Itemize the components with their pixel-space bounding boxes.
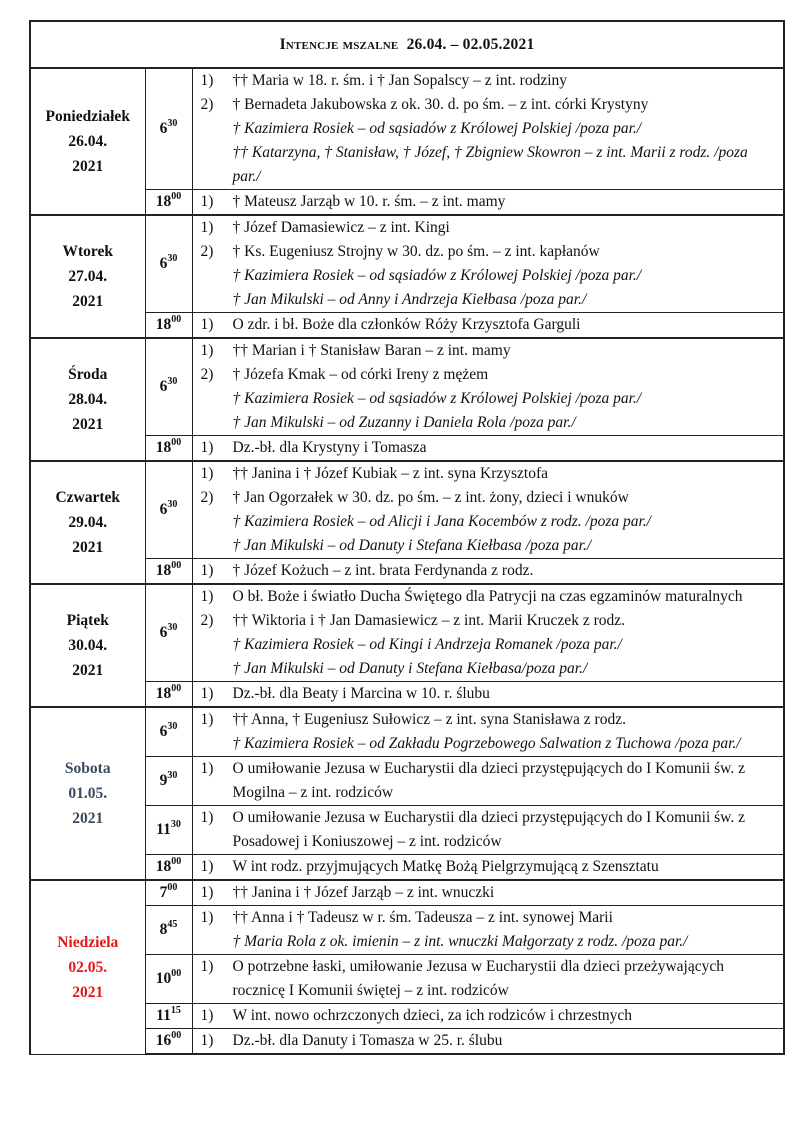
intention-number: 1): [200, 316, 214, 333]
mass-minute: 00: [171, 436, 182, 448]
intention-text: O umiłowanie Jezusa w Eucharystii dla dzieci przystępujących do I Komunii św. z Posadowej i Koniuszowej – z int. rodziców: [232, 809, 745, 850]
intention-number: 1): [200, 465, 214, 482]
intention-line: [201, 682, 780, 706]
mass-hour: 6: [159, 255, 168, 272]
mass-hour: 6: [159, 723, 168, 740]
intentions-cell: [192, 682, 784, 708]
day-name: Wtorek: [62, 243, 113, 260]
day-date: 01.05.: [68, 785, 108, 802]
intention-text: † Jan Mikulski – od Anny i Andrzeja Kiełbasa /poza par./: [232, 291, 587, 308]
intention-line: [201, 69, 780, 93]
mass-time: [145, 338, 192, 436]
mass-minute: 00: [171, 1029, 182, 1041]
day-name: Środa: [68, 366, 108, 383]
mass-time: [145, 757, 192, 806]
intention-number: 1): [200, 760, 214, 777]
day-year: 2021: [72, 983, 104, 1001]
mass-row: [30, 338, 784, 436]
day-cell: [30, 461, 145, 584]
mass-minute: 00: [171, 190, 182, 202]
intention-text: † Kazimiera Rosiek – od sąsiadów z Królowej Polskiej /poza par./: [232, 120, 642, 137]
intention-line: [201, 1029, 780, 1053]
intention-number: 1): [200, 562, 214, 579]
mass-minute: 00: [171, 682, 182, 694]
day-cell: [30, 338, 145, 461]
day-date: 30.04.: [68, 637, 108, 654]
mass-hour: 11: [156, 821, 171, 838]
intention-number: 1): [200, 193, 214, 210]
intention-line: [201, 240, 780, 264]
day-year: 2021: [72, 539, 104, 556]
intention-number: 1): [200, 72, 214, 89]
mass-hour: 16: [155, 1032, 172, 1049]
intentions-cell: [192, 880, 784, 906]
intention-number: 1): [200, 711, 214, 728]
intention-number: 1): [200, 342, 214, 359]
day-cell: [30, 215, 145, 338]
intention-line: [201, 363, 780, 387]
intention-number: 1): [200, 439, 214, 456]
intention-line: [201, 387, 780, 411]
intention-line: [201, 288, 780, 312]
intention-text: † Kazimiera Rosiek – od Kingi i Andrzeja Romanek /poza par./: [232, 636, 622, 653]
intention-text: †† Maria w 18. r. śm. i † Jan Sopalscy – z int. rodziny: [232, 72, 567, 89]
mass-hour: 9: [159, 772, 168, 789]
intention-line: [201, 436, 780, 460]
intention-text: † Jan Mikulski – od Zuzanny i Daniela Rola /poza par./: [232, 414, 576, 431]
intentions-cell: [192, 707, 784, 757]
mass-row: [30, 584, 784, 682]
day-name: Poniedziałek: [45, 108, 130, 125]
mass-row: [30, 215, 784, 313]
mass-time: [145, 584, 192, 682]
mass-minute: 30: [167, 769, 178, 781]
day-date: 26.04.: [68, 133, 108, 150]
day-year: 2021: [72, 810, 104, 827]
title-prefix: Intencje mszalne: [279, 35, 399, 53]
mass-time: [145, 682, 192, 708]
intention-line: [201, 264, 780, 288]
mass-minute: 15: [170, 1004, 181, 1016]
mass-time: [145, 855, 192, 881]
intention-text: † Józefa Kmak – od córki Ireny z mężem: [232, 366, 489, 383]
mass-time: [145, 190, 192, 216]
intention-number: 1): [200, 958, 214, 975]
mass-minute: 30: [167, 117, 178, 129]
mass-time: [145, 1029, 192, 1055]
mass-hour: 18: [155, 562, 172, 579]
intention-text: † Mateusz Jarząb w 10. r. śm. – z int. mamy: [232, 193, 506, 210]
intention-text: †† Katarzyna, † Stanisław, † Józef, † Zbigniew Skowron – z int. Marii z rodz. /poza par./: [232, 144, 748, 185]
intention-text: †† Janina i † Józef Jarząb – z int. wnuczki: [232, 884, 495, 901]
mass-hour: 18: [155, 193, 172, 210]
intentions-cell: [192, 806, 784, 855]
intention-line: [201, 609, 780, 633]
mass-hour: 18: [155, 316, 172, 333]
mass-hour: 6: [159, 501, 168, 518]
day-date: 28.04.: [68, 391, 108, 408]
mass-row: [30, 880, 784, 906]
day-cell: [30, 707, 145, 880]
mass-minute: 00: [171, 967, 182, 979]
intention-number: 1): [200, 909, 214, 926]
mass-minute: 00: [171, 559, 182, 571]
intentions-cell: [192, 757, 784, 806]
intentions-cell: [192, 906, 784, 955]
mass-hour: 7: [159, 884, 168, 901]
mass-minute: 00: [167, 881, 178, 893]
mass-minute: 30: [167, 375, 178, 387]
mass-time: [145, 313, 192, 339]
intention-text: † Jan Mikulski – od Danuty i Stefana Kiełbasa/poza par./: [232, 660, 588, 677]
mass-time: [145, 906, 192, 955]
intention-line: [201, 1004, 780, 1028]
mass-time: [145, 559, 192, 585]
mass-minute: 00: [171, 855, 182, 867]
intention-text: O potrzebne łaski, umiłowanie Jezusa w Eucharystii dla dzieci przeżywających rocznicę I Komunii świętej – z int. rodziców: [232, 958, 724, 999]
mass-time: [145, 707, 192, 757]
intention-line: [201, 190, 780, 214]
mass-time: [145, 880, 192, 906]
mass-row: [30, 68, 784, 190]
mass-minute: 30: [170, 818, 181, 830]
intention-text: † Jan Mikulski – od Danuty i Stefana Kiełbasa /poza par./: [232, 537, 592, 554]
mass-row: [30, 707, 784, 757]
intentions-cell: [192, 313, 784, 339]
intention-text: †† Anna, † Eugeniusz Sułowicz – z int. syna Stanisława z rodz.: [232, 711, 626, 728]
intentions-cell: [192, 955, 784, 1004]
intention-line: [201, 708, 780, 732]
intentions-cell: [192, 1029, 784, 1055]
intention-line: [201, 534, 780, 558]
mass-hour: 6: [159, 624, 168, 641]
intention-number: 2): [200, 96, 214, 113]
intentions-cell: [192, 190, 784, 216]
page-title: [30, 21, 784, 68]
intentions-cell: [192, 1004, 784, 1029]
intention-line: [201, 141, 780, 189]
intention-text: † Bernadeta Jakubowska z ok. 30. d. po śm. – z int. córki Krystyny: [232, 96, 649, 113]
intentions-cell: [192, 68, 784, 190]
mass-hour: 6: [159, 120, 168, 137]
day-cell: [30, 880, 145, 1054]
intentions-cell: [192, 559, 784, 585]
intention-line: [201, 757, 780, 805]
intention-line: [201, 806, 780, 854]
intention-number: 2): [200, 366, 214, 383]
intention-text: Dz.-bł. dla Krystyny i Tomasza: [232, 439, 427, 456]
day-year: 2021: [72, 662, 104, 679]
intention-text: O zdr. i bł. Boże dla członków Róży Krzysztofa Garguli: [232, 316, 581, 333]
intention-line: [201, 411, 780, 435]
intention-text: †† Janina i † Józef Kubiak – z int. syna Krzysztofa: [232, 465, 549, 482]
intention-text: †† Wiktoria i † Jan Damasiewicz – z int. Marii Kruczek z rodz.: [232, 612, 625, 629]
day-year: 2021: [72, 293, 104, 310]
intention-number: 1): [200, 858, 214, 875]
intention-line: [201, 486, 780, 510]
mass-minute: 30: [167, 252, 178, 264]
intention-text: † Ks. Eugeniusz Strojny w 30. dz. po śm. – z int. kapłanów: [232, 243, 600, 260]
day-cell: [30, 584, 145, 707]
mass-row: [30, 461, 784, 559]
intention-text: †† Anna i † Tadeusz w r. śm. Tadeusza – z int. synowej Marii: [232, 909, 613, 926]
mass-hour: 18: [155, 439, 172, 456]
day-name: Niedziela: [57, 933, 119, 951]
mass-time: [145, 215, 192, 313]
day-date: 27.04.: [68, 268, 108, 285]
intention-line: [201, 633, 780, 657]
mass-hour: 11: [156, 1007, 171, 1024]
intention-text: † Kazimiera Rosiek – od Alicji i Jana Kocembów z rodz. /poza par./: [232, 513, 651, 530]
intention-number: 1): [200, 1032, 214, 1049]
intention-text: † Kazimiera Rosiek – od sąsiadów z Królowej Polskiej /poza par./: [232, 390, 642, 407]
intention-text: † Kazimiera Rosiek – od sąsiadów z Królowej Polskiej /poza par./: [232, 267, 642, 284]
intention-line: [201, 339, 780, 363]
mass-minute: 30: [167, 498, 178, 510]
intention-number: 1): [200, 1007, 214, 1024]
day-name: Czwartek: [55, 489, 121, 506]
intention-number: 2): [200, 612, 214, 629]
mass-time: [145, 436, 192, 462]
intention-text: † Maria Rola z ok. imienin – z int. wnuczki Małgorzaty z rodz. /poza par./: [232, 933, 688, 950]
intention-text: O bł. Boże i światło Ducha Świętego dla Patrycji na czas egzaminów maturalnych: [232, 588, 743, 605]
day-year: 2021: [72, 416, 104, 433]
mass-hour: 18: [155, 858, 172, 875]
intention-number: 2): [200, 243, 214, 260]
mass-time: [145, 68, 192, 190]
intention-text: Dz.-bł. dla Beaty i Marcina w 10. r. ślubu: [232, 685, 490, 702]
mass-time: [145, 806, 192, 855]
day-year: 2021: [72, 158, 104, 175]
intentions-cell: [192, 855, 784, 881]
intention-line: [201, 881, 780, 905]
intentions-cell: [192, 461, 784, 559]
intention-text: † Jan Ogorzałek w 30. dz. po śm. – z int. żony, dzieci i wnuków: [232, 489, 629, 506]
intention-text: Dz.-bł. dla Danuty i Tomasza w 25. r. ślubu: [232, 1032, 503, 1049]
mass-minute: 00: [171, 313, 182, 325]
mass-time: [145, 461, 192, 559]
intention-line: [201, 930, 780, 954]
intentions-cell: [192, 584, 784, 682]
title-dates: 26.04. – 02.05.2021: [406, 35, 535, 53]
day-cell: [30, 68, 145, 215]
intention-line: [201, 855, 780, 879]
intention-number: 1): [200, 219, 214, 236]
intention-text: W int. nowo ochrzczonych dzieci, za ich rodziców i chrzestnych: [232, 1007, 633, 1024]
intention-number: 1): [200, 884, 214, 901]
intentions-cell: [192, 436, 784, 462]
intentions-cell: [192, 215, 784, 313]
intention-text: † Józef Damasiewicz – z int. Kingi: [232, 219, 450, 236]
intention-number: 1): [200, 809, 214, 826]
intention-line: [201, 117, 780, 141]
intention-number: 2): [200, 489, 214, 506]
intention-line: [201, 657, 780, 681]
intention-line: [201, 585, 780, 609]
mass-hour: 10: [155, 970, 172, 987]
intention-line: [201, 906, 780, 930]
intentions-table: [29, 20, 785, 1055]
intention-text: †† Marian i † Stanisław Baran – z int. mamy: [232, 342, 511, 359]
intention-line: [201, 93, 780, 117]
intention-line: [201, 559, 780, 583]
intention-number: 1): [200, 588, 214, 605]
intention-text: † Kazimiera Rosiek – od Zakładu Pogrzebowego Salwation z Tuchowa /poza par./: [232, 735, 741, 752]
intention-line: [201, 313, 780, 337]
mass-hour: 6: [159, 378, 168, 395]
mass-hour: 18: [155, 685, 172, 702]
intention-line: [201, 216, 780, 240]
day-name: Sobota: [64, 760, 111, 777]
intention-line: [201, 462, 780, 486]
intention-text: W int rodz. przyjmujących Matkę Bożą Pielgrzymującą z Szensztatu: [232, 858, 659, 875]
intention-number: 1): [200, 685, 214, 702]
page: [29, 20, 783, 1055]
intention-line: [201, 955, 780, 1003]
intentions-cell: [192, 338, 784, 436]
mass-minute: 45: [167, 918, 178, 930]
day-date: 02.05.: [68, 958, 108, 976]
day-name: Piątek: [66, 612, 109, 629]
mass-time: [145, 1004, 192, 1029]
mass-minute: 30: [167, 720, 178, 732]
intention-line: [201, 510, 780, 534]
mass-time: [145, 955, 192, 1004]
intention-text: † Józef Kożuch – z int. brata Ferdynanda z rodz.: [232, 562, 534, 579]
intention-line: [201, 732, 780, 756]
intention-text: O umiłowanie Jezusa w Eucharystii dla dzieci przystępujących do I Komunii św. z Mogilna – z int. rodziców: [232, 760, 745, 801]
mass-minute: 30: [167, 621, 178, 633]
mass-hour: 8: [159, 921, 168, 938]
day-date: 29.04.: [68, 514, 108, 531]
